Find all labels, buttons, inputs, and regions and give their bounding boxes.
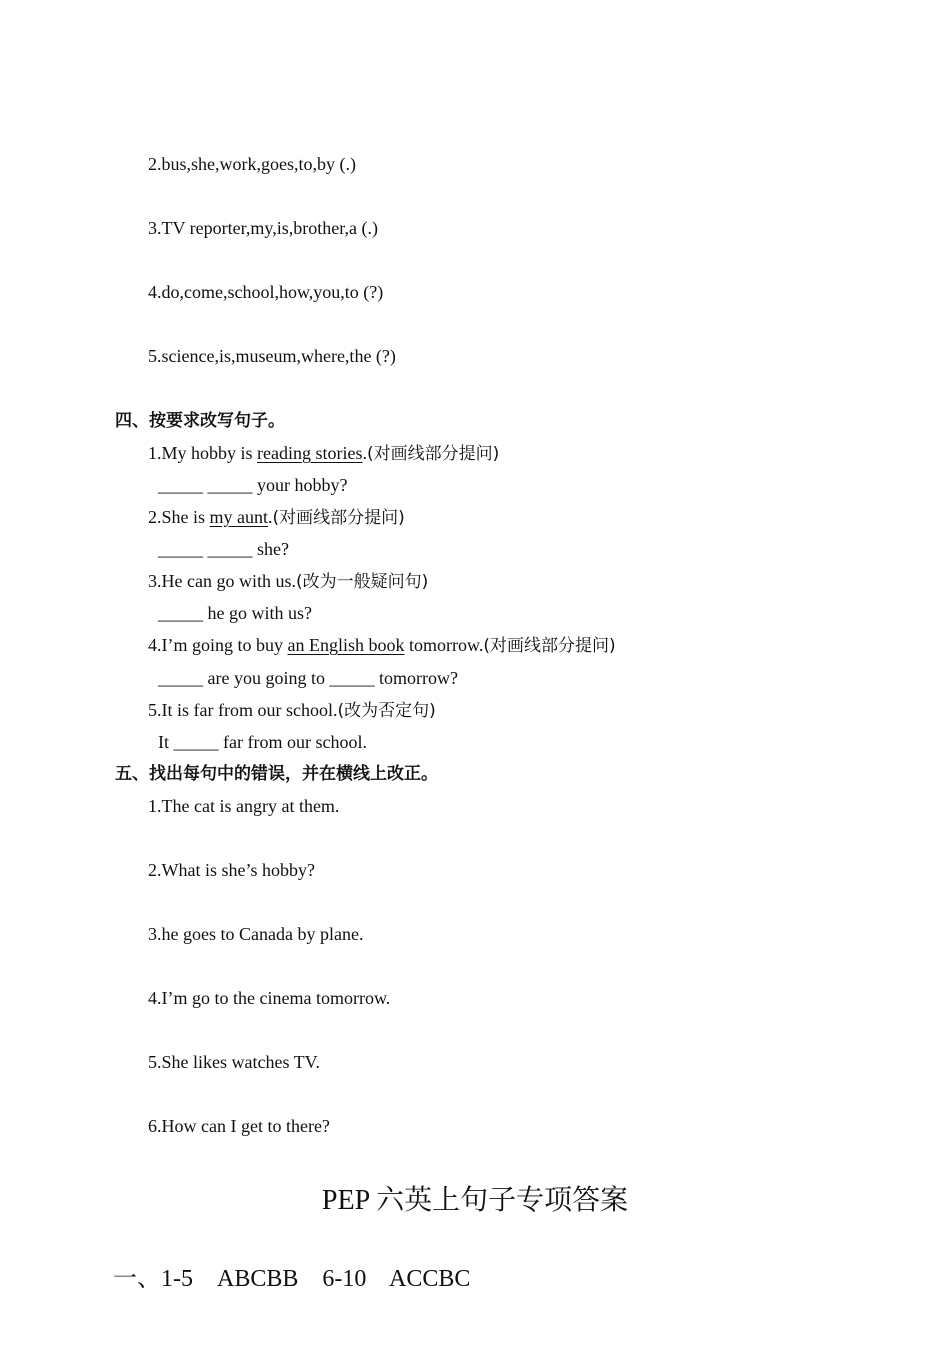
part3-item-3: 3.TV reporter,my,is,brother,a (.) bbox=[148, 218, 378, 238]
part4-q2: 2.She is my aunt.(对画线部分提问) bbox=[148, 507, 405, 528]
instruction: (改为一般疑问句) bbox=[295, 572, 429, 592]
underlined-phrase: my aunt bbox=[209, 507, 269, 527]
underlined-phrase: an English book bbox=[287, 635, 405, 655]
part4-q1: 1.My hobby is reading stories.(对画线部分提问) bbox=[148, 443, 500, 464]
part5-item-5: 5.She likes watches TV. bbox=[148, 1052, 320, 1072]
part3-item-5: 5.science,is,museum,where,the (?) bbox=[148, 346, 396, 366]
part4-q3-answer: _____ he go with us? bbox=[158, 603, 312, 623]
part5-item-2: 2.What is she’s hobby? bbox=[148, 860, 315, 880]
part4-q1-answer: _____ _____ your hobby? bbox=[158, 475, 348, 495]
instruction: (对画线部分提问) bbox=[366, 444, 500, 464]
part4-q4: 4.I’m going to buy an English book tomorrow.(对画线部分提问) bbox=[148, 635, 616, 656]
instruction: (改为否定句) bbox=[337, 701, 436, 721]
part5-heading: 五、找出每句中的错误，并在横线上改正。 bbox=[115, 764, 438, 784]
part4-q2-answer: _____ _____ she? bbox=[158, 539, 289, 559]
part5-item-1: 1.The cat is angry at them. bbox=[148, 796, 340, 816]
instruction: (对画线部分提问) bbox=[483, 636, 616, 656]
underlined-phrase: reading stories bbox=[257, 443, 363, 463]
part5-item-3: 3.he goes to Canada by plane. bbox=[148, 924, 364, 944]
part4-q4-answer: _____ are you going to _____ tomorrow? bbox=[158, 668, 458, 688]
part4-q3: 3.He can go with us.(改为一般疑问句) bbox=[148, 571, 429, 592]
part4-heading: 四、按要求改写句子。 bbox=[115, 411, 285, 431]
part5-item-4: 4.I’m go to the cinema tomorrow. bbox=[148, 988, 391, 1008]
part4-q5: 5.It is far from our school.(改为否定句) bbox=[148, 700, 436, 721]
part3-item-4: 4.do,come,school,how,you,to (?) bbox=[148, 282, 384, 302]
answers-line-1: 一、1-5 ABCBB 6-10 ACCBC bbox=[113, 1266, 471, 1292]
part5-item-6: 6.How can I get to there? bbox=[148, 1116, 330, 1136]
instruction: (对画线部分提问) bbox=[272, 508, 405, 528]
answers-title: PEP 六英上句子专项答案 bbox=[321, 1185, 629, 1216]
part3-item-2: 2.bus,she,work,goes,to,by (.) bbox=[148, 154, 356, 174]
part4-q5-answer: It _____ far from our school. bbox=[158, 732, 367, 752]
